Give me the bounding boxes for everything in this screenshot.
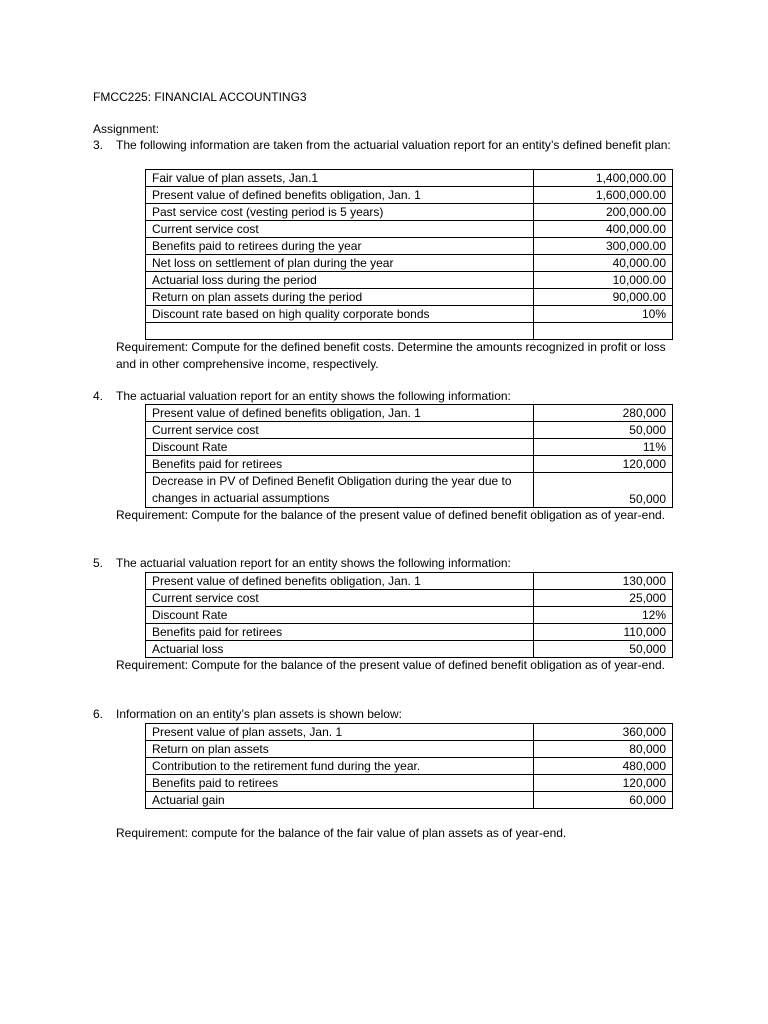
row-value: 12% [534, 607, 673, 624]
row-value: 11% [534, 439, 673, 456]
problem-number: 6. [93, 707, 104, 721]
table-row [146, 456, 673, 473]
row-label: Present value of defined benefits obligation, Jan. 1 [146, 573, 534, 590]
row-label: Actuarial loss during the period [146, 272, 534, 289]
row-label: Discount rate based on high quality corporate bonds [146, 306, 534, 323]
row-value: 360,000 [534, 724, 673, 741]
table-row [146, 792, 673, 809]
row-value: 50,000 [534, 641, 673, 658]
table-row [146, 289, 673, 306]
row-value: 40,000.00 [534, 255, 673, 272]
problem-intro: The actuarial valuation report for an entity shows the following information: [116, 389, 511, 403]
table-row [146, 741, 673, 758]
course-title: FMCC225: FINANCIAL ACCOUNTING3 [93, 90, 307, 104]
row-value: 60,000 [534, 792, 673, 809]
problem-number: 5. [93, 556, 104, 570]
problem-requirement: Requirement: Compute for the balance of the present value of defined benefit obligation as of year-end. [116, 658, 666, 672]
row-value: 10% [534, 306, 673, 323]
row-label: Decrease in PV of Defined Benefit Obligation during the year due to changes in actuarial assumptions [146, 473, 534, 508]
table-row [146, 624, 673, 641]
row-value: 1,600,000.00 [534, 187, 673, 204]
table-row [146, 590, 673, 607]
row-label: Current service cost [146, 422, 534, 439]
row-value: 50,000 [534, 422, 673, 439]
table-row [146, 724, 673, 741]
table-row [146, 405, 673, 422]
row-label: Current service cost [146, 590, 534, 607]
row-label: Present value of plan assets, Jan. 1 [146, 724, 534, 741]
row-value: 90,000.00 [534, 289, 673, 306]
problem-intro: The following information are taken from the actuarial valuation report for an entity’s defined benefit plan: [116, 138, 671, 152]
row-value: 120,000 [534, 775, 673, 792]
table-row [146, 238, 673, 255]
row-value: 10,000.00 [534, 272, 673, 289]
table-row [146, 641, 673, 658]
row-label: Net loss on settlement of plan during the year [146, 255, 534, 272]
row-value: 200,000.00 [534, 204, 673, 221]
table-row [146, 204, 673, 221]
problem-requirement: Requirement: Compute for the balance of the present value of defined benefit obligation as of year-end. [116, 508, 666, 522]
problem-number: 3. [93, 138, 104, 152]
row-label: Past service cost (vesting period is 5 years) [146, 204, 534, 221]
row-label: Actuarial gain [146, 792, 534, 809]
row-value: 280,000 [534, 405, 673, 422]
row-label: Return on plan assets during the period [146, 289, 534, 306]
assignment-label: Assignment: [93, 122, 160, 136]
problem-number: 4. [93, 389, 104, 403]
row-label: Actuarial loss [146, 641, 534, 658]
table-row [146, 306, 673, 323]
table-row [146, 607, 673, 624]
table-row [146, 187, 673, 204]
problem-requirement: Requirement: compute for the balance of the fair value of plan assets as of year-end. [116, 826, 567, 840]
problem-intro: The actuarial valuation report for an entity shows the following information: [116, 556, 511, 570]
row-value: 50,000 [534, 473, 673, 508]
row-value: 120,000 [534, 456, 673, 473]
table-row [146, 221, 673, 238]
row-label: Benefits paid for retirees [146, 456, 534, 473]
row-value: 480,000 [534, 758, 673, 775]
problem-6-table [145, 723, 673, 809]
table-row [146, 439, 673, 456]
table-row [146, 272, 673, 289]
row-label [146, 323, 534, 340]
table-row [146, 422, 673, 439]
row-label: Discount Rate [146, 607, 534, 624]
table-row [146, 473, 673, 508]
row-value: 300,000.00 [534, 238, 673, 255]
table-row [146, 573, 673, 590]
table-row [146, 758, 673, 775]
row-label: Return on plan assets [146, 741, 534, 758]
row-value: 1,400,000.00 [534, 170, 673, 187]
row-value: 130,000 [534, 573, 673, 590]
row-value: 80,000 [534, 741, 673, 758]
row-value [534, 323, 673, 340]
row-label: Current service cost [146, 221, 534, 238]
row-value: 400,000.00 [534, 221, 673, 238]
problem-5-table [145, 572, 673, 658]
row-label: Present value of defined benefits obligation, Jan. 1 [146, 405, 534, 422]
row-label: Fair value of plan assets, Jan.1 [146, 170, 534, 187]
problem-4-table [145, 404, 673, 508]
row-value: 110,000 [534, 624, 673, 641]
row-label: Discount Rate [146, 439, 534, 456]
row-label: Benefits paid to retirees [146, 775, 534, 792]
table-row [146, 775, 673, 792]
row-label: Contribution to the retirement fund during the year. [146, 758, 534, 775]
row-label: Benefits paid for retirees [146, 624, 534, 641]
row-label: Benefits paid to retirees during the year [146, 238, 534, 255]
problem-requirement: Requirement: Compute for the defined benefit costs. Determine the amounts recognized in profit or loss and in other comprehensive income, respectively. [116, 340, 666, 371]
row-label: Present value of defined benefits obligation, Jan. 1 [146, 187, 534, 204]
table-row [146, 170, 673, 187]
table-row [146, 255, 673, 272]
problem-intro: Information on an entity’s plan assets is shown below: [116, 707, 402, 721]
table-row [146, 323, 673, 340]
problem-3-table [145, 169, 673, 340]
row-value: 25,000 [534, 590, 673, 607]
